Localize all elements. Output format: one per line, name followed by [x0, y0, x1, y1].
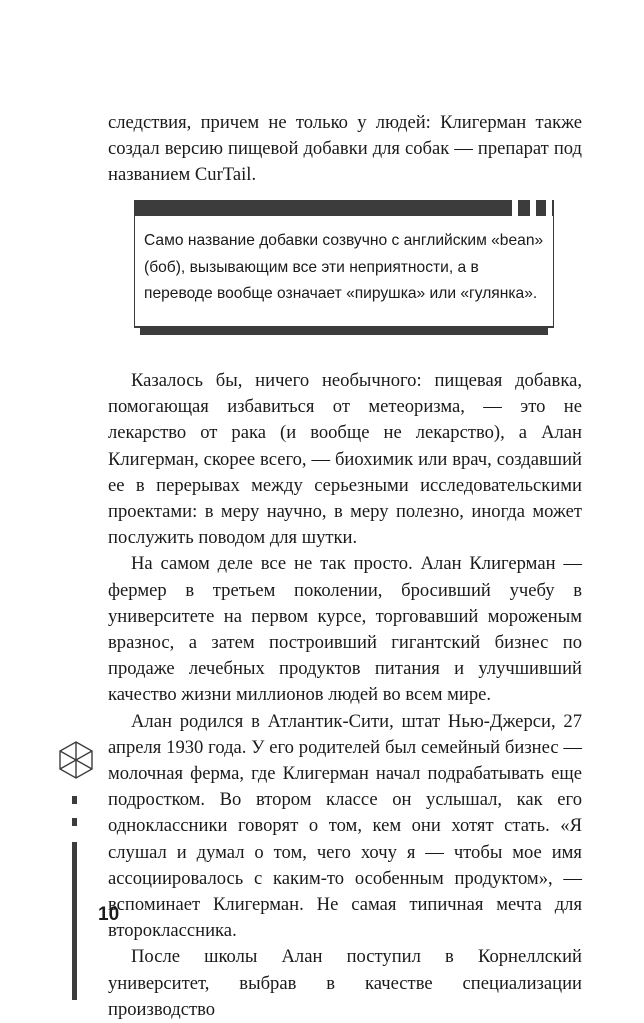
callout-box [134, 200, 554, 346]
paragraph: Алан родился в Атлантик-Сити, штат Нью-Джерси, 27 апреля 1930 года. У его родителей был семейный бизнес — молочная ферма, где Клигерман начал подрабатывать еще подростком. Во втором классе он услышал, как его одноклассники говорят о том, кем они хотят стать. «Я слушал и думал о том, чего хочу я — чтобы мое имя ассоциировалось с каким-то особенным продуктом», — вспоминает Клигерман. Не самая типичная мечта для второклассника. [108, 710, 582, 942]
margin-bar [72, 842, 77, 1000]
top-paragraph: следствия, причем не только у людей: Клигерман также создал версию пищевой добавки для собак — препарат под названием CurTail. [108, 112, 582, 186]
callout-notch [546, 200, 552, 216]
callout-footer-bar [140, 326, 548, 335]
paragraph: Казалось бы, ничего необычного: пищевая добавка, помогающая избавиться от метеоризма, — это не лекарство от рака (и вообще не лекарство), а Алан Клигерман, скорее всего, — биохимик или врач, создавший ее в перерывах между серьезными исследовательскими проектами: в меру научно, в меру полезно, иногда может послужить поводом для шутки. [108, 370, 582, 549]
callout-notch [512, 200, 518, 216]
callout-header-bar [134, 200, 554, 216]
callout-notch [530, 200, 536, 216]
paragraph: На самом деле все не так просто. Алан Клигерман — фермер в третьем поколении, бросивший учебу в университете на первом курсе, торговавший мороженым вразнос, а затем построивший гигантский бизнес по продаже лечебных продуктов питания и улучшивший качество жизни миллионов людей во всем мире. [108, 553, 582, 706]
paragraph: После школы Алан поступил в Корнеллский университет, выбрав в качестве специализации производство [108, 946, 582, 1020]
cube-outline-icon [58, 740, 94, 780]
margin-dash [72, 818, 77, 826]
main-text [108, 368, 582, 1023]
page-number: 10 [98, 904, 120, 925]
callout-text: Само название добавки созвучно с английским «bean» (боб), вызывающим все эти неприятности, а в переводе вообще означает «пирушка» или «гулянка». [144, 232, 544, 302]
margin-dash [72, 796, 77, 804]
